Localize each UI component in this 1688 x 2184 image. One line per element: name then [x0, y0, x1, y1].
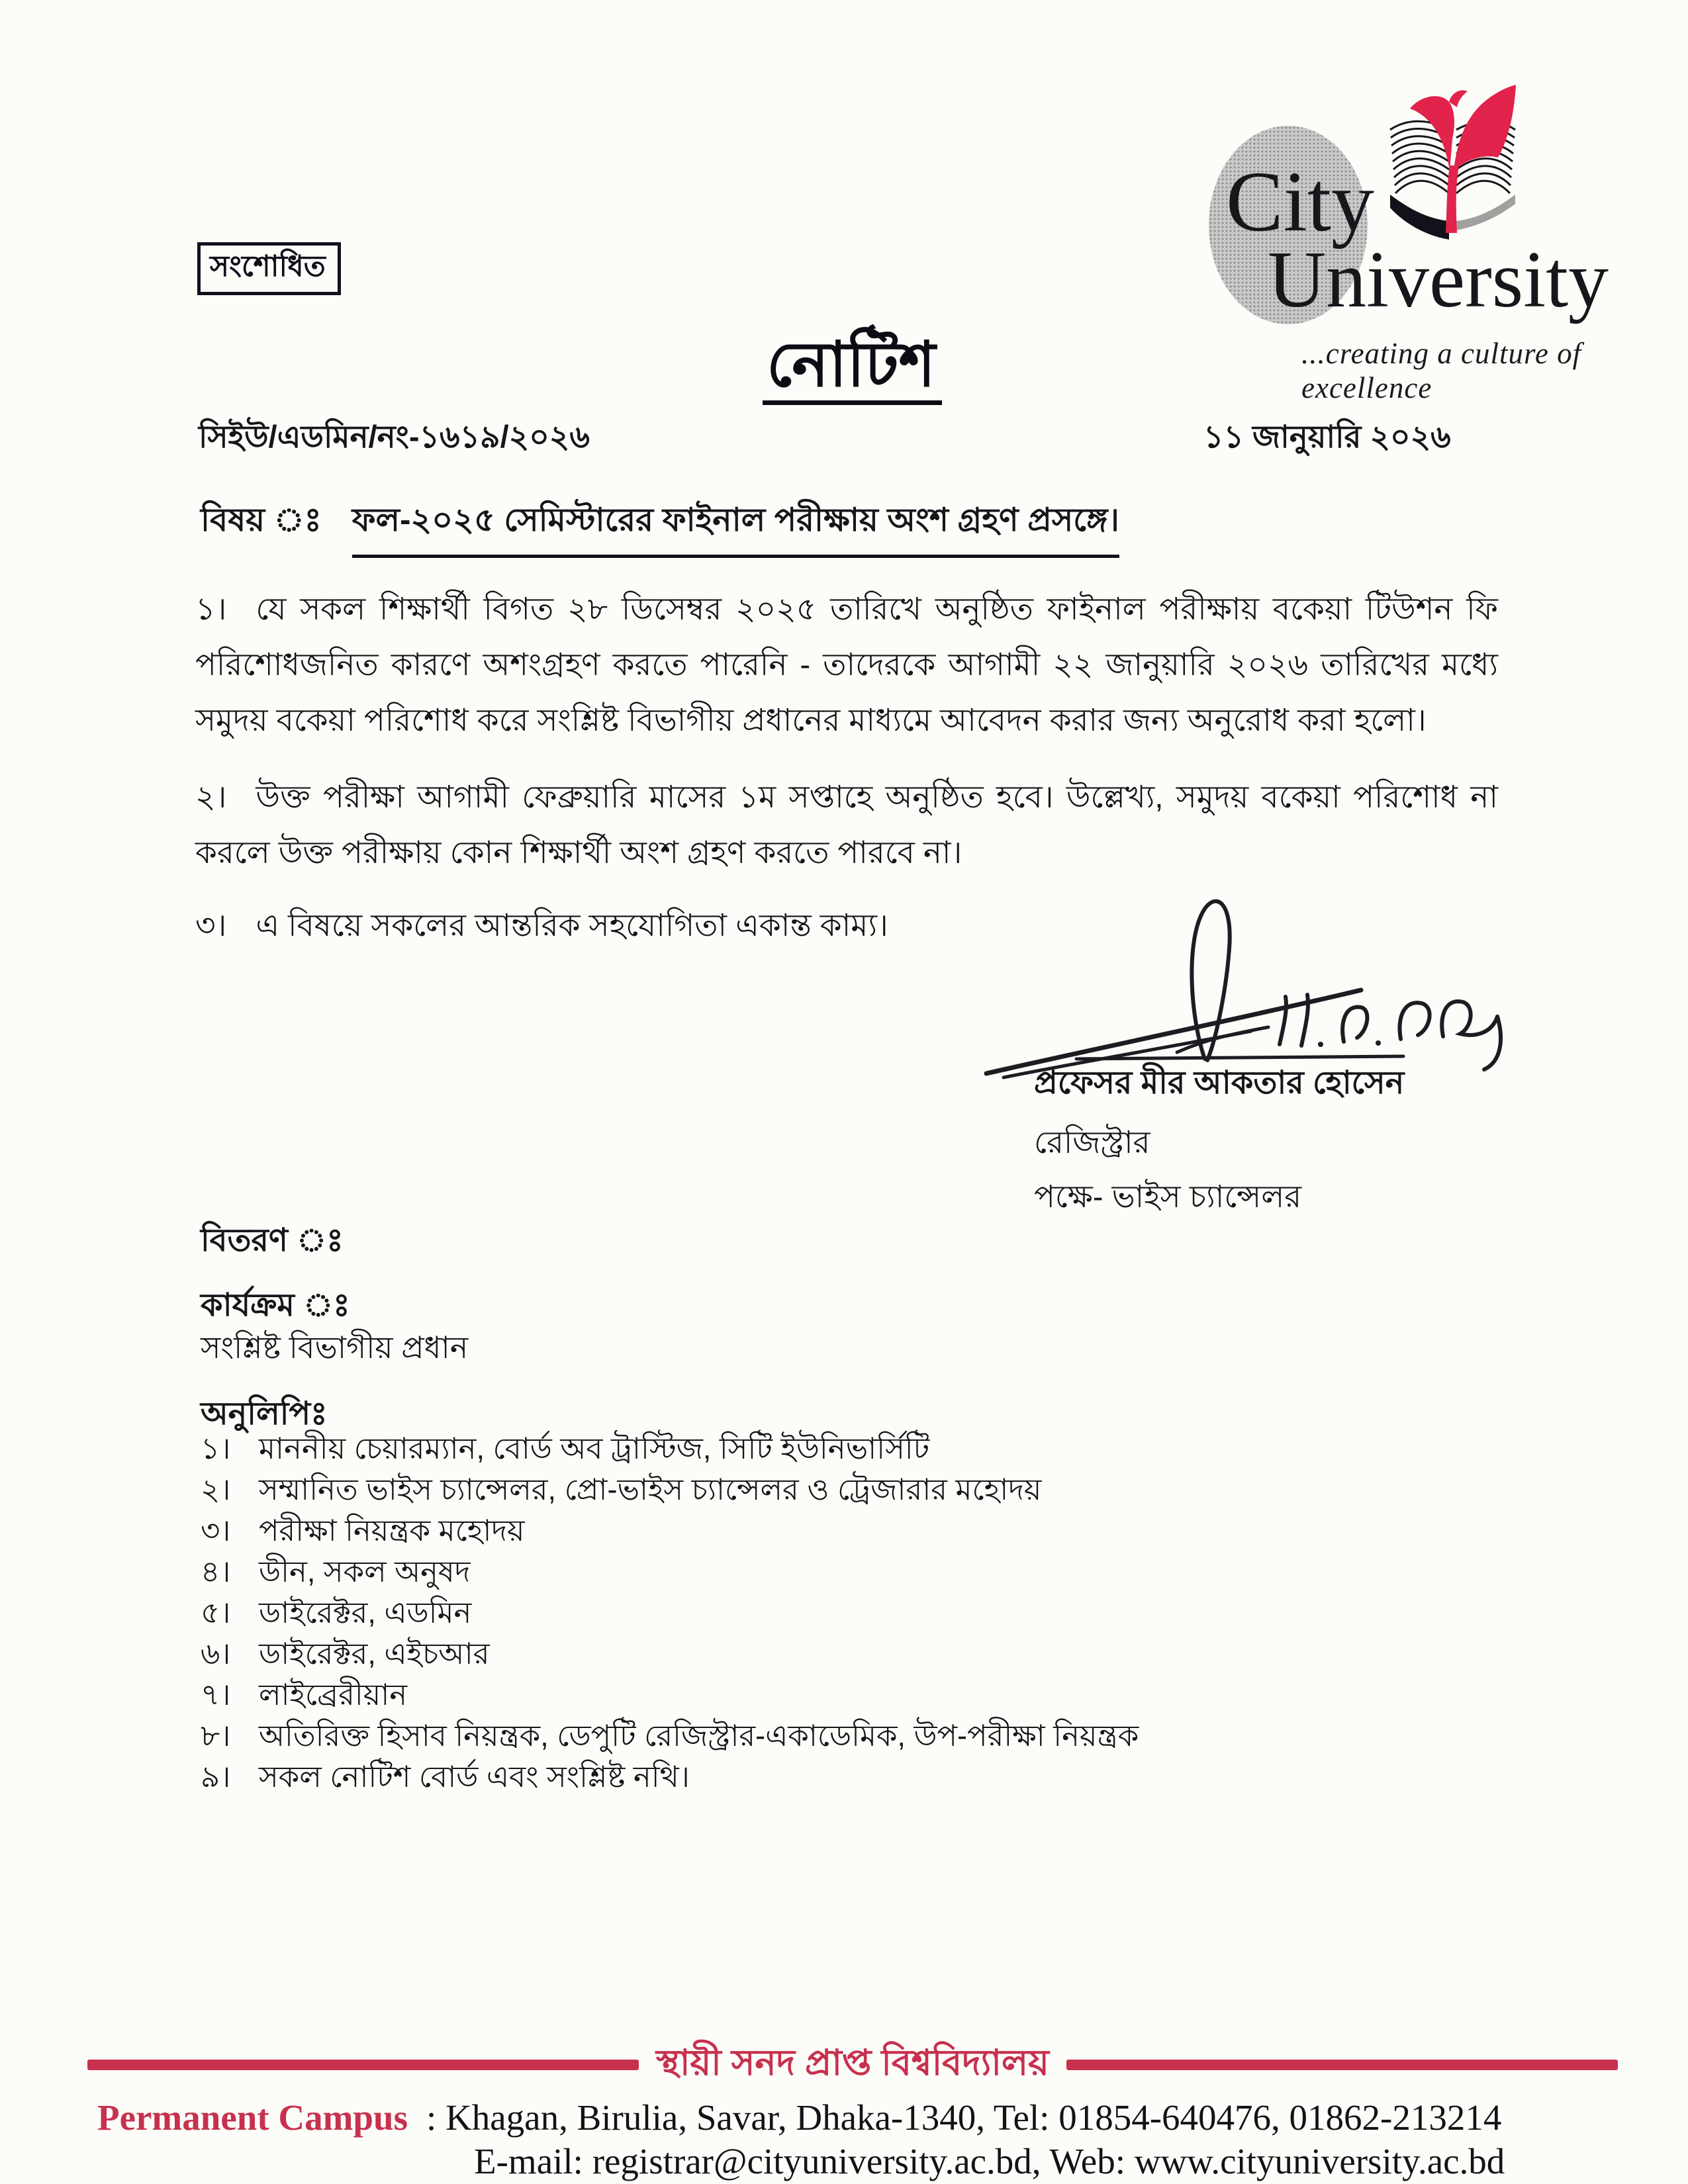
- revision-badge: সংশোধিত: [197, 242, 341, 295]
- cc-item-number: ৬।: [201, 1637, 231, 1670]
- campus-address: : Khagan, Birulia, Savar, Dhaka-1340, Tel: 01854-640476, 01862-213214: [426, 2097, 1502, 2138]
- cc-item-text: মাননীয় চেয়ারম্যান, বোর্ড অব ট্রাস্টিজ, সিটি ইউনিভার্সিটি: [259, 1432, 930, 1465]
- cc-item-number: ৫।: [201, 1596, 231, 1629]
- footer-banner-text: স্থায়ী সনদ প্রাপ্ত বিশ্ববিদ্যালয়: [656, 2043, 1049, 2083]
- cc-item-9: [201, 1759, 1458, 1800]
- paragraph-2: [195, 769, 1498, 880]
- cc-item-number: ৯।: [201, 1760, 231, 1794]
- cc-item-number: ৪।: [201, 1555, 231, 1588]
- footer-banner: [87, 2045, 1618, 2085]
- distribution-heading: বিতরণ ঃ: [201, 1223, 344, 1258]
- open-book-icon: [1385, 83, 1521, 246]
- signatory-on-behalf: পক্ষে- ভাইস চ্যান্সেলর: [1034, 1179, 1302, 1214]
- paragraph-3-number: ৩।: [195, 907, 227, 942]
- campus-address-row: [97, 2097, 1501, 2138]
- signatory-designation: রেজিস্ট্রার: [1034, 1124, 1150, 1160]
- cc-item-number: ১।: [201, 1432, 231, 1465]
- cc-list: [201, 1431, 1458, 1800]
- cc-heading: অনুলিপিঃ: [201, 1396, 328, 1432]
- action-recipient: সংশ্লিষ্ট বিভাগীয় প্রধান: [201, 1330, 469, 1365]
- cc-item-text: সকল নোটিশ বোর্ড এবং সংশ্লিষ্ট নথি।: [259, 1760, 690, 1794]
- contact-line: E-mail: registrar@cityuniversity.ac.bd, Web: www.cityuniversity.ac.bd: [474, 2141, 1505, 2181]
- cc-item-number: ৩।: [201, 1514, 231, 1547]
- cc-item-text: ডাইরেক্টর, এইচআর: [259, 1637, 490, 1670]
- subject-row: [201, 495, 1119, 558]
- cc-item-number: ২।: [201, 1473, 231, 1506]
- paragraph-3-text: এ বিষয়ে সকলের আন্তরিক সহযোগিতা একান্ত কাম্য।: [256, 907, 888, 942]
- paragraph-1-text: যে সকল শিক্ষার্থী বিগত ২৮ ডিসেম্বর ২০২৫ তারিখে অনুষ্ঠিত ফাইনাল পরীক্ষায় বকেয়া টিউশন ফি পরিশোধজনিত কারণে অশংগ্রহণ করতে পারেনি - তাদেরকে আগামী ২২ জানুয়ারি ২০২৬ তারিখের মধ্যে সমুদয় বকেয়া পরিশোধ করে সংশ্লিষ্ট বিভাগীয় প্রধানের মাধ্যমে আবেদন করার জন্য অনুরোধ করা হলো।: [195, 591, 1498, 737]
- cc-item-text: ডাইরেক্টর, এডমিন: [259, 1596, 472, 1629]
- signature-scribble: [972, 886, 1601, 1084]
- cc-item-number: ৭।: [201, 1678, 231, 1711]
- signatory-name: প্রফেসর মীর আকতার হোসেন: [1034, 1066, 1405, 1101]
- cc-item-3: [201, 1513, 1458, 1554]
- logo-university-text: University: [1268, 235, 1609, 324]
- cc-item-text: সম্মানিত ভাইস চ্যান্সেলর, প্রো-ভাইস চ্যান্সেলর ও ট্রেজারার মহোদয়: [259, 1473, 1042, 1506]
- cc-item-5: [201, 1595, 1458, 1636]
- footer-banner-line-left: [87, 2060, 639, 2070]
- cc-item-6: [201, 1636, 1458, 1677]
- subject-text: ফল-২০২৫ সেমিস্টারের ফাইনাল পরীক্ষায় অংশ গ্রহণ প্রসঙ্গে।: [352, 495, 1119, 558]
- cc-item-text: ডীন, সকল অনুষদ: [259, 1555, 471, 1588]
- cc-item-text: পরীক্ষা নিয়ন্ত্রক মহোদয়: [259, 1514, 525, 1547]
- paragraph-1-number: ১।: [195, 591, 227, 626]
- cc-item-8: [201, 1718, 1458, 1759]
- cc-item-1: [201, 1431, 1458, 1472]
- notice-date: ১১ জানুয়ারি ২০২৬: [1203, 419, 1451, 454]
- reference-number: সিইউ/এডমিন/নং-১৬১৯/২০২৬: [199, 419, 590, 454]
- cc-item-number: ৮।: [201, 1719, 231, 1752]
- paragraph-2-number: ২।: [195, 779, 227, 814]
- subject-label: বিষয় ঃ: [201, 502, 322, 538]
- action-heading: কার্যক্রম ঃ: [201, 1288, 350, 1323]
- paragraph-2-text: উক্ত পরীক্ষা আগামী ফেব্রুয়ারি মাসের ১ম সপ্তাহে অনুষ্ঠিত হবে। উল্লেখ্য, সমুদয় বকেয়া পরিশোধ না করলে উক্ত পরীক্ষায় কোন শিক্ষার্থী অংশ গ্রহণ করতে পারবে না।: [195, 779, 1498, 870]
- cc-item-text: লাইব্রেরীয়ান: [259, 1678, 408, 1711]
- logo-city-text: City: [1226, 154, 1374, 250]
- campus-label: Permanent Campus: [97, 2097, 408, 2138]
- cc-item-4: [201, 1554, 1458, 1595]
- paragraph-1: [195, 581, 1498, 748]
- cc-item-text: অতিরিক্ত হিসাব নিয়ন্ত্রক, ডেপুটি রেজিস্ট্রার-একাডেমিক, উপ-পরীক্ষা নিয়ন্ত্রক: [259, 1719, 1139, 1752]
- cc-item-2: [201, 1472, 1458, 1513]
- footer-banner-line-right: [1066, 2060, 1618, 2070]
- logo-tagline: ...creating a culture of excellence: [1301, 337, 1582, 404]
- page-title: নোটিশ: [763, 332, 942, 405]
- cc-item-7: [201, 1677, 1458, 1718]
